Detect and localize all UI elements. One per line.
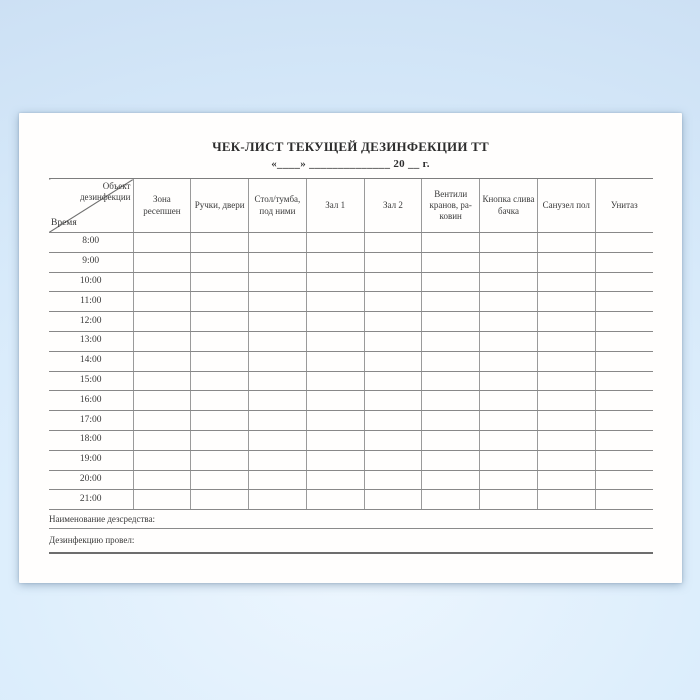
table-row [49, 430, 653, 450]
entry-cell [133, 351, 191, 371]
entry-cell [537, 252, 595, 272]
entry-cell [249, 371, 307, 391]
entry-cell [249, 292, 307, 312]
entry-cell [191, 292, 249, 312]
time-cell: 19:00 [49, 450, 133, 470]
disinfectant-name-label: Наименование дезсредства: [49, 510, 653, 529]
date-blank-line: «____» ______________ 20 __ г. [271, 158, 430, 170]
entry-cell [537, 470, 595, 490]
column-header: Зал 2 [364, 179, 422, 233]
time-cell: 21:00 [49, 490, 133, 510]
entry-cell [249, 331, 307, 351]
entry-cell [422, 411, 480, 431]
checklist-sheet [19, 113, 682, 583]
entry-cell [249, 391, 307, 411]
entry-cell [249, 272, 307, 292]
entry-cell [133, 490, 191, 510]
entry-cell [249, 233, 307, 253]
entry-cell [364, 411, 422, 431]
time-cell: 9:00 [49, 252, 133, 272]
entry-cell [537, 391, 595, 411]
entry-cell [595, 430, 653, 450]
entry-cell [422, 450, 480, 470]
entry-cell [364, 331, 422, 351]
entry-cell [480, 490, 538, 510]
entry-cell [480, 312, 538, 332]
time-rows [49, 233, 653, 510]
entry-cell [480, 351, 538, 371]
entry-cell [191, 391, 249, 411]
entry-cell [364, 470, 422, 490]
entry-cell [306, 411, 364, 431]
table-row [49, 331, 653, 351]
entry-cell [537, 371, 595, 391]
column-header: Ручки, двери [191, 179, 249, 233]
entry-cell [306, 233, 364, 253]
table-row [49, 252, 653, 272]
entry-cell [191, 490, 249, 510]
entry-cell [306, 272, 364, 292]
time-cell: 10:00 [49, 272, 133, 292]
entry-cell [480, 331, 538, 351]
entry-cell [422, 331, 480, 351]
entry-cell [133, 411, 191, 431]
entry-cell [133, 450, 191, 470]
time-cell: 8:00 [49, 233, 133, 253]
entry-cell [133, 430, 191, 450]
entry-cell [306, 312, 364, 332]
entry-cell [133, 331, 191, 351]
entry-cell [595, 411, 653, 431]
time-cell: 17:00 [49, 411, 133, 431]
entry-cell [595, 233, 653, 253]
entry-cell [422, 351, 480, 371]
entry-cell [364, 450, 422, 470]
entry-cell [133, 233, 191, 253]
entry-cell [191, 272, 249, 292]
entry-cell [364, 430, 422, 450]
document-title: ЧЕК-ЛИСТ ТЕКУЩЕЙ ДЕЗИНФЕКЦИИ ТТ [212, 139, 489, 154]
time-cell: 13:00 [49, 331, 133, 351]
entry-cell [306, 430, 364, 450]
entry-cell [191, 351, 249, 371]
entry-cell [306, 450, 364, 470]
entry-cell [249, 430, 307, 450]
entry-cell [422, 252, 480, 272]
entry-cell [133, 272, 191, 292]
corner-time-label: Время [51, 218, 77, 229]
table-row [49, 312, 653, 332]
entry-cell [537, 292, 595, 312]
entry-cell [480, 292, 538, 312]
entry-cell [537, 312, 595, 332]
entry-cell [364, 233, 422, 253]
column-header: Зона ресепшен [133, 179, 191, 233]
time-cell: 12:00 [49, 312, 133, 332]
time-cell: 15:00 [49, 371, 133, 391]
entry-cell [595, 490, 653, 510]
entry-cell [480, 233, 538, 253]
corner-object-label: Объект дезинфекции [79, 181, 131, 202]
entry-cell [364, 371, 422, 391]
entry-cell [249, 450, 307, 470]
entry-cell [595, 331, 653, 351]
column-header: Стол/тумба, под ними [249, 179, 307, 233]
entry-cell [595, 312, 653, 332]
entry-cell [537, 331, 595, 351]
entry-cell [306, 252, 364, 272]
entry-cell [133, 252, 191, 272]
entry-cell [133, 391, 191, 411]
entry-cell [249, 490, 307, 510]
entry-cell [306, 490, 364, 510]
entry-cell [191, 430, 249, 450]
header-row [49, 179, 653, 233]
table-row [49, 450, 653, 470]
entry-cell [422, 312, 480, 332]
entry-cell [537, 351, 595, 371]
column-header: Вентили кранов, ра-ковин [422, 179, 480, 233]
entry-cell [306, 351, 364, 371]
entry-cell [364, 252, 422, 272]
table-row [49, 411, 653, 431]
entry-cell [595, 470, 653, 490]
column-header: Кнопка слива бачка [480, 179, 538, 233]
entry-cell [595, 272, 653, 292]
entry-cell [249, 351, 307, 371]
entry-cell [480, 272, 538, 292]
time-cell: 14:00 [49, 351, 133, 371]
entry-cell [364, 312, 422, 332]
table-row [49, 510, 653, 529]
entry-cell [191, 371, 249, 391]
column-header: Санузел пол [537, 179, 595, 233]
entry-cell [595, 391, 653, 411]
entry-cell [133, 312, 191, 332]
entry-cell [191, 411, 249, 431]
entry-cell [364, 272, 422, 292]
table-row [49, 272, 653, 292]
entry-cell [306, 371, 364, 391]
time-cell: 18:00 [49, 430, 133, 450]
entry-cell [537, 450, 595, 470]
table-row [49, 233, 653, 253]
entry-cell [480, 252, 538, 272]
table-row [49, 490, 653, 510]
entry-cell [249, 411, 307, 431]
time-cell: 16:00 [49, 391, 133, 411]
entry-cell [480, 430, 538, 450]
corner-cell [49, 179, 133, 233]
entry-cell [422, 490, 480, 510]
entry-cell [537, 272, 595, 292]
time-cell: 20:00 [49, 470, 133, 490]
entry-cell [480, 391, 538, 411]
entry-cell [249, 252, 307, 272]
entry-cell [595, 351, 653, 371]
entry-cell [364, 292, 422, 312]
entry-cell [537, 233, 595, 253]
entry-cell [422, 272, 480, 292]
entry-cell [133, 292, 191, 312]
entry-cell [249, 470, 307, 490]
entry-cell [191, 252, 249, 272]
entry-cell [191, 450, 249, 470]
entry-cell [191, 470, 249, 490]
entry-cell [133, 470, 191, 490]
entry-cell [364, 351, 422, 371]
table-row [49, 529, 653, 553]
entry-cell [480, 371, 538, 391]
entry-cell [595, 252, 653, 272]
table-row [49, 371, 653, 391]
performed-by-label: Дезинфекцию провел: [49, 529, 653, 553]
entry-cell [364, 391, 422, 411]
entry-cell [133, 371, 191, 391]
entry-cell [422, 292, 480, 312]
entry-cell [191, 233, 249, 253]
entry-cell [480, 411, 538, 431]
entry-cell [422, 233, 480, 253]
entry-cell [191, 331, 249, 351]
table-row [49, 391, 653, 411]
table-row [49, 351, 653, 371]
entry-cell [480, 470, 538, 490]
entry-cell [191, 312, 249, 332]
entry-cell [306, 331, 364, 351]
entry-cell [422, 371, 480, 391]
entry-cell [422, 430, 480, 450]
entry-cell [422, 391, 480, 411]
entry-cell [306, 470, 364, 490]
entry-cell [249, 312, 307, 332]
disinfection-table [49, 178, 653, 554]
table-row [49, 292, 653, 312]
entry-cell [306, 391, 364, 411]
entry-cell [537, 490, 595, 510]
entry-cell [364, 490, 422, 510]
entry-cell [537, 411, 595, 431]
entry-cell [595, 292, 653, 312]
table-row [49, 470, 653, 490]
column-header: Зал 1 [306, 179, 364, 233]
entry-cell [480, 450, 538, 470]
time-cell: 11:00 [49, 292, 133, 312]
entry-cell [595, 450, 653, 470]
entry-cell [306, 292, 364, 312]
entry-cell [537, 430, 595, 450]
column-header: Унитаз [595, 179, 653, 233]
entry-cell [595, 371, 653, 391]
entry-cell [422, 470, 480, 490]
